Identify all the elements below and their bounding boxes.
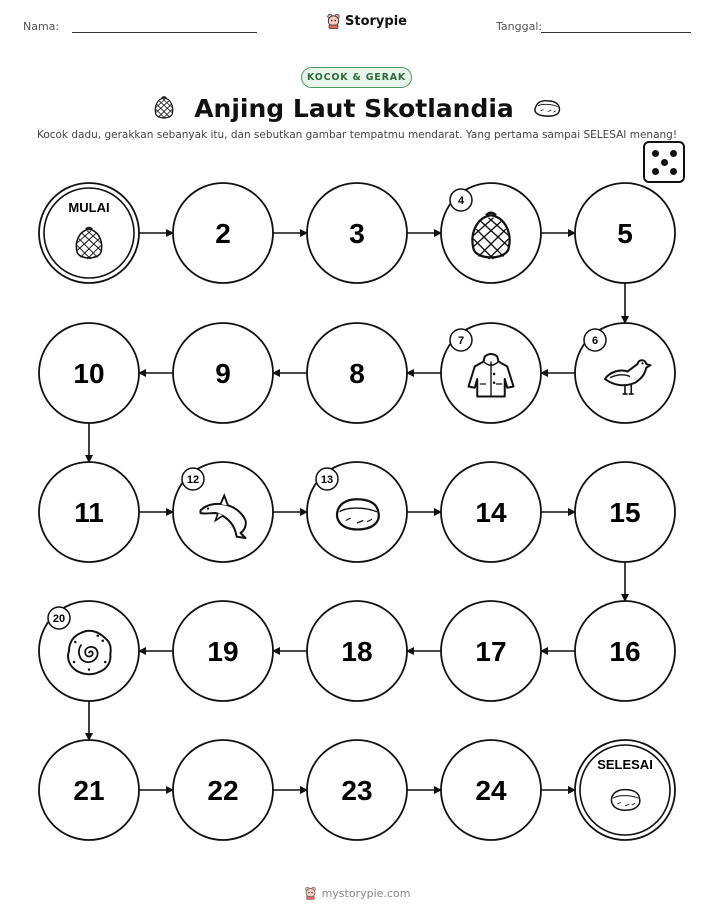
board-space-2[interactable] bbox=[173, 183, 273, 283]
space-number: 3 bbox=[349, 218, 365, 249]
space-number: 15 bbox=[609, 497, 641, 528]
board-space-8[interactable] bbox=[307, 323, 407, 423]
space-number: 17 bbox=[475, 636, 507, 667]
space-number: 14 bbox=[475, 497, 507, 528]
space-number: 24 bbox=[475, 775, 507, 806]
board-space-22[interactable] bbox=[173, 740, 273, 840]
space-number: 6 bbox=[591, 335, 599, 347]
start-label: MULAI bbox=[68, 200, 110, 215]
footer bbox=[0, 886, 714, 900]
board-space-25[interactable] bbox=[575, 740, 675, 840]
board-space-15[interactable] bbox=[575, 462, 675, 562]
board-space-9[interactable] bbox=[173, 323, 273, 423]
space-number: 21 bbox=[73, 775, 105, 806]
category-tag: KOCOK & GERAK bbox=[301, 67, 412, 88]
board-space-24[interactable] bbox=[441, 740, 541, 840]
space-number: 11 bbox=[74, 497, 104, 528]
board-space-4[interactable] bbox=[441, 183, 541, 283]
page-title: Anjing Laut Skotlandia bbox=[194, 93, 514, 123]
space-number: 7 bbox=[457, 335, 465, 347]
space-number: 8 bbox=[349, 358, 365, 389]
board-space-23[interactable] bbox=[307, 740, 407, 840]
board-space-7[interactable] bbox=[441, 323, 541, 423]
board-space-3[interactable] bbox=[307, 183, 407, 283]
space-number: 4 bbox=[457, 195, 465, 207]
space-number: 2 bbox=[215, 218, 231, 249]
board-space-5[interactable] bbox=[575, 183, 675, 283]
finish-label: SELESAI bbox=[597, 757, 653, 772]
rock-icon bbox=[337, 499, 379, 529]
board-space-1[interactable] bbox=[39, 183, 139, 283]
space-number: 18 bbox=[341, 636, 373, 667]
board-space-18[interactable] bbox=[307, 601, 407, 701]
board-space-17[interactable] bbox=[441, 601, 541, 701]
space-number: 22 bbox=[207, 775, 239, 806]
board-spaces bbox=[39, 183, 675, 840]
space-number: 10 bbox=[73, 358, 105, 389]
space-number: 20 bbox=[52, 613, 66, 625]
space-number: 19 bbox=[207, 636, 239, 667]
rock-icon bbox=[611, 790, 639, 811]
board-space-11[interactable] bbox=[39, 462, 139, 562]
board-space-6[interactable] bbox=[575, 323, 675, 423]
storypie-mascot-icon bbox=[304, 886, 317, 900]
board-space-12[interactable] bbox=[173, 462, 273, 562]
footer-url[interactable]: mystorypie.com bbox=[321, 886, 411, 900]
board-space-10[interactable] bbox=[39, 323, 139, 423]
name-label: Nama: bbox=[23, 20, 60, 33]
board-space-16[interactable] bbox=[575, 601, 675, 701]
board-space-14[interactable] bbox=[441, 462, 541, 562]
date-label: Tanggal: bbox=[496, 20, 543, 33]
space-number: 12 bbox=[186, 474, 200, 486]
board-space-21[interactable] bbox=[39, 740, 139, 840]
space-number: 5 bbox=[617, 218, 633, 249]
space-number: 23 bbox=[341, 775, 373, 806]
board-space-19[interactable] bbox=[173, 601, 273, 701]
board-space-13[interactable] bbox=[307, 462, 407, 562]
board-space-20[interactable] bbox=[39, 601, 139, 701]
brand-name: Storypie bbox=[345, 13, 407, 29]
space-number: 9 bbox=[215, 358, 231, 389]
space-number: 13 bbox=[320, 474, 334, 486]
instructions: Kocok dadu, gerakkan sebanyak itu, dan sebutkan gambar tempatmu mendarat. Yang pertama sampai SELESAI menang! bbox=[36, 129, 678, 141]
space-number: 16 bbox=[609, 636, 641, 667]
spiral-shell-icon bbox=[68, 631, 111, 675]
